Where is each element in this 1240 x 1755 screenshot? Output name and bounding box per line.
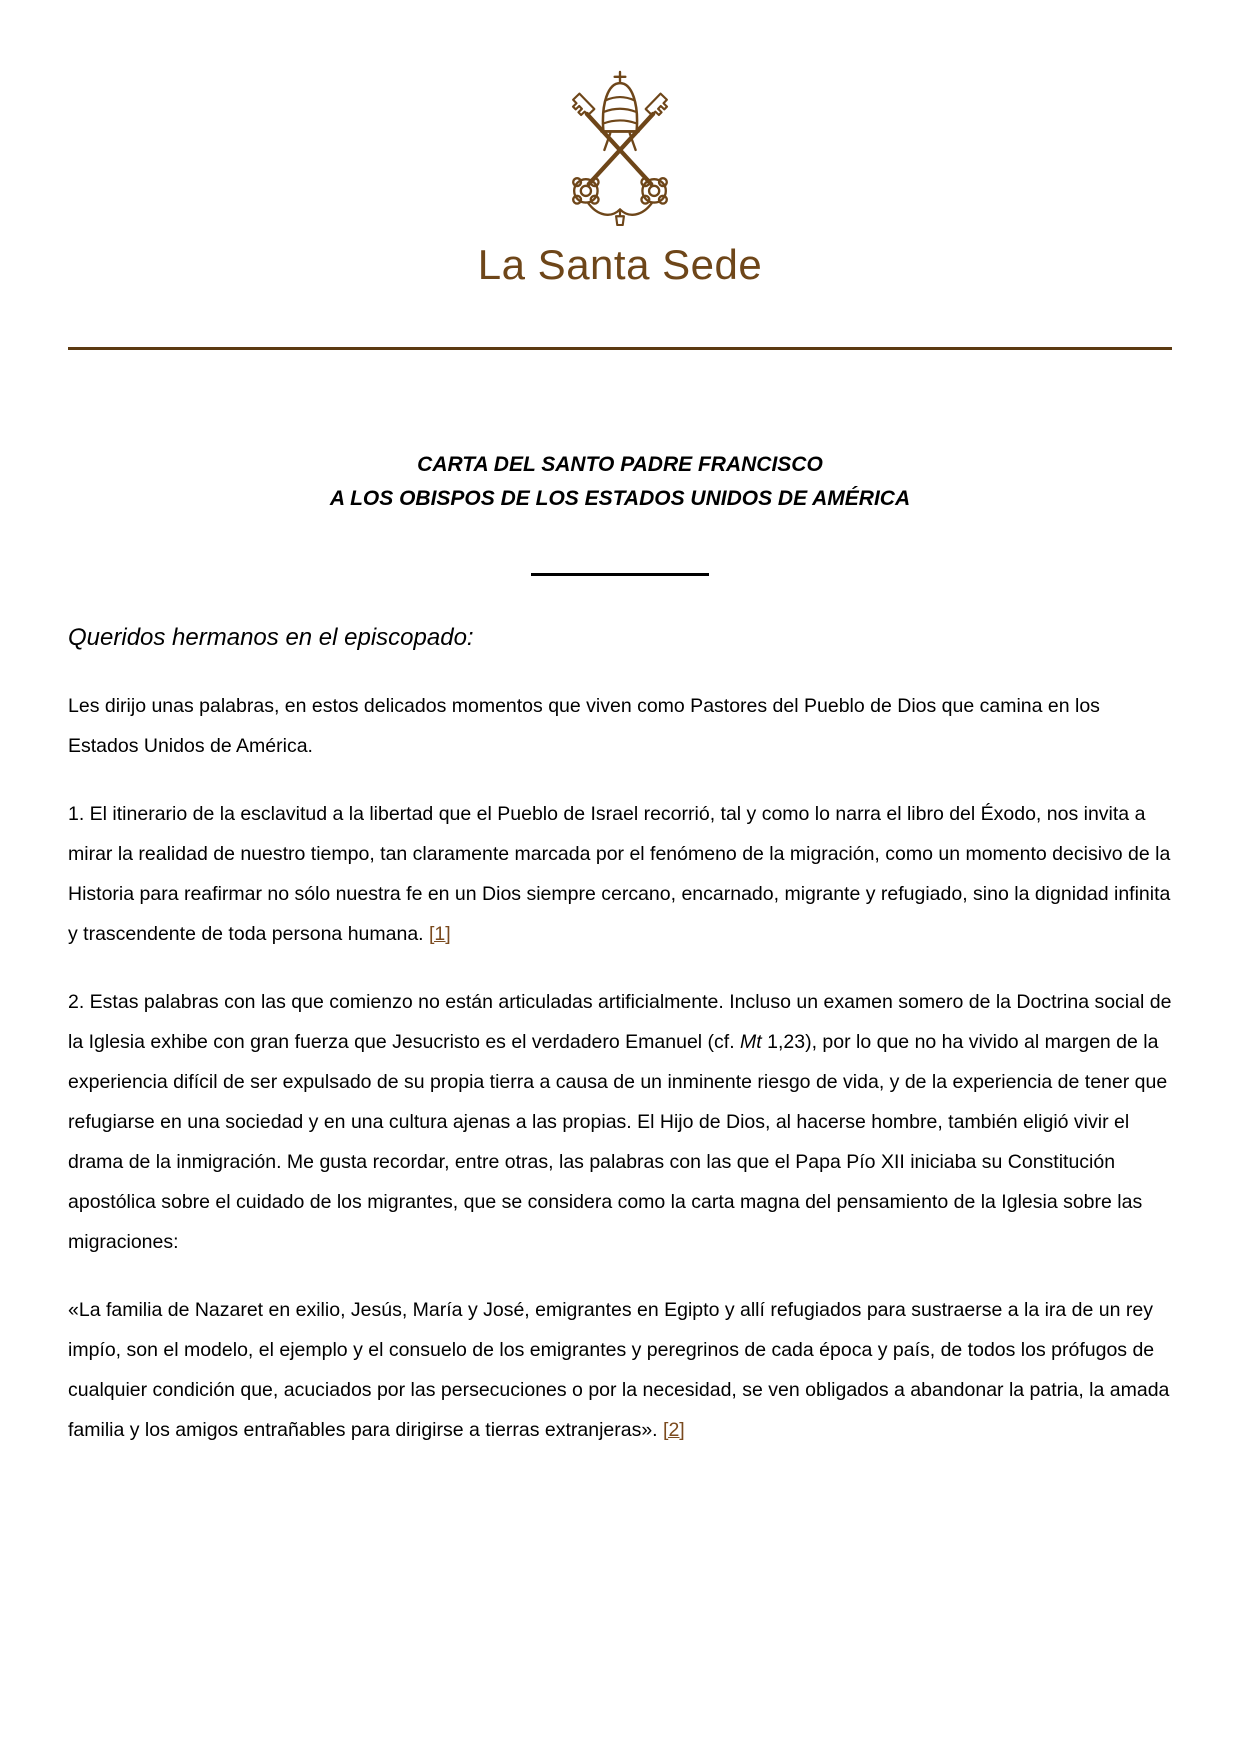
document-title-line2: A LOS OBISPOS DE LOS ESTADOS UNIDOS DE AMÉRICA [329,487,911,510]
paragraph [68,794,1172,954]
site-title: La Santa Sede [477,241,763,288]
document-title-line1: CARTA DEL SANTO PADRE FRANCISCO [417,453,823,476]
document-content [0,448,1240,1450]
italic-text: Mt [740,1031,762,1053]
paragraph-list [68,686,1172,1450]
paragraph-text: 1. El itinerario de la esclavitud a la libertad que el Pueblo de Israel recorrió, tal y como lo narra el libro del Éxodo, nos invita a mirar la realidad de nuestro tiempo, tan claramente marcada por el fenómeno de la migración, como un momento decisivo de la Historia para reafirmar no sólo nuestra fe en un Dios siempre cercano, encarnado, migrante y refugiado, sino la dignidad infinita y trascendente de toda persona humana. [68,803,1171,945]
paragraph-text: 2. Estas palabras con las que comienzo no están articuladas artificialmente. Incluso un examen somero de la Doctrina social de la Iglesia exhibe con gran fuerza que Jesucristo es el verdadero Emanuel (cf. [68,991,1172,1053]
paragraph [68,686,1172,766]
footnote-link-2[interactable]: [2] [663,1419,685,1441]
paragraph-text: «La familia de Nazaret en exilio, Jesús, María y José, emigrantes en Egipto y allí refugiados para sustraerse a la ira de un rey impío, son el modelo, el ejemplo y el consuelo de los emigrantes y peregrinos de cada época y país, de todos los prófugos de cualquier condición que, acuciados por las persecuciones o por la necesidad, se ven obligados a abandonar la patria, la amada familia y los amigos entrañables para dirigirse a tierras extranjeras». [68,1299,1170,1441]
section-separator [531,573,709,576]
paragraph-text: Les dirijo unas palabras, en estos delicados momentos que viven como Pastores del Pueblo de Dios que camina en los Estados Unidos de América. [68,695,1100,757]
document-body [0,618,1240,1450]
site-header [0,70,1240,290]
document-title [0,448,1240,516]
paragraph [68,982,1172,1262]
footnote-link-1[interactable]: [1] [429,923,451,945]
paragraph-text: 1,23), por lo que no ha vivido al margen de la experiencia difícil de ser expulsado de su propia tierra a causa de un inminente riesgo de vida, y de la experiencia de tener que refugiarse en una sociedad y en una cultura ajenas a las propias. El Hijo de Dios, al hacerse hombre, también eligió vivir el drama de la inmigración. Me gusta recordar, entre otras, las palabras con las que el Papa Pío XII iniciaba su Constitución apostólica sobre el cuidado de los migrantes, que se considera como la carta magna del pensamiento de la Iglesia sobre las migraciones: [68,1031,1168,1253]
document-page [0,70,1240,1755]
holy-see-emblem-icon [555,70,685,226]
paragraph [68,1290,1172,1450]
header-divider [68,347,1172,350]
salutation: Queridos hermanos en el episcopado: [68,624,474,651]
